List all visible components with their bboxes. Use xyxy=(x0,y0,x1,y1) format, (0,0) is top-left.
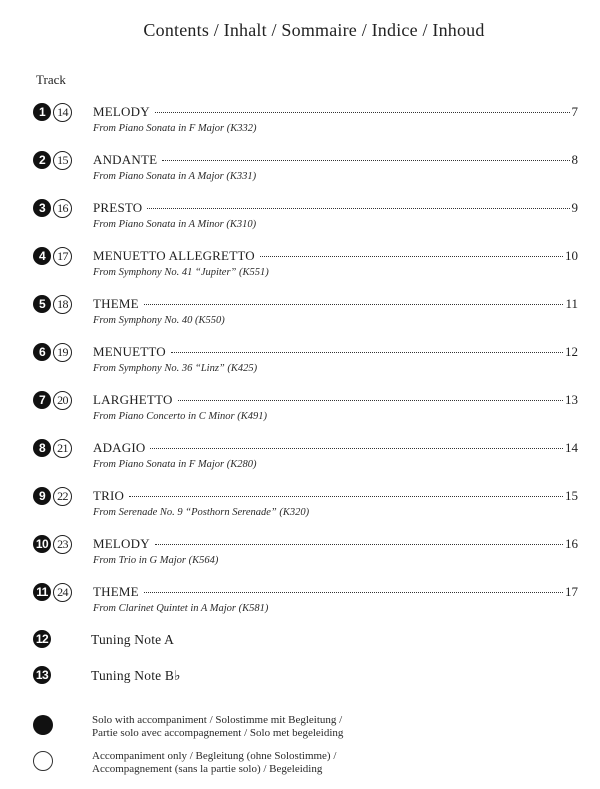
solo-track-badge: 8 xyxy=(33,439,51,457)
accompaniment-track-badge: 14 xyxy=(53,103,72,122)
accompaniment-track-badge: 20 xyxy=(53,391,72,410)
entry-title-line xyxy=(93,248,578,264)
piece-source: From Symphony No. 41 “Jupiter” (K551) xyxy=(93,267,269,278)
tuning-track-badge: 13 xyxy=(33,666,51,684)
piece-title: MENUETTO xyxy=(93,344,166,359)
solo-track-badge: 4 xyxy=(33,247,51,265)
entry-title-line xyxy=(93,488,578,504)
dot-leader xyxy=(147,208,569,209)
contents-entry xyxy=(0,535,600,583)
tuning-entry xyxy=(0,630,600,654)
legend-line: Accompaniment only / Begleitung (ohne Solostimme) / xyxy=(92,750,337,762)
page-number: 12 xyxy=(565,344,578,359)
accompaniment-track-badge: 24 xyxy=(53,583,72,602)
tuning-entry xyxy=(0,666,600,690)
dot-leader xyxy=(155,112,570,113)
solo-track-badge: 2 xyxy=(33,151,51,169)
piece-source: From Piano Sonata in A Major (K331) xyxy=(93,171,257,182)
hollow-circle-icon xyxy=(33,751,53,771)
piece-title: MENUETTO ALLEGRETTO xyxy=(93,248,255,263)
contents-entry xyxy=(0,439,600,487)
piece-source: From Piano Concerto in C Minor (K491) xyxy=(93,411,268,422)
filled-circle-icon xyxy=(33,715,53,735)
dot-leader xyxy=(150,448,563,449)
legend-solo-text xyxy=(92,714,412,740)
page-number: 16 xyxy=(565,536,578,551)
page-number: 11 xyxy=(565,296,578,311)
contents-entry xyxy=(0,151,600,199)
contents-entry xyxy=(0,199,600,247)
piece-source: From Clarinet Quintet in A Major (K581) xyxy=(93,603,269,614)
tuning-track-badge: 12 xyxy=(33,630,51,648)
dot-leader xyxy=(260,256,563,257)
accompaniment-track-badge: 23 xyxy=(53,535,72,554)
page-number: 13 xyxy=(565,392,578,407)
track-column-heading: Track xyxy=(36,72,66,87)
solo-track-badge: 5 xyxy=(33,295,51,313)
contents-entry xyxy=(0,391,600,439)
dot-leader xyxy=(171,352,563,353)
entry-title-line xyxy=(93,152,578,168)
piece-title: THEME xyxy=(93,296,139,311)
solo-track-badge: 1 xyxy=(33,103,51,121)
dot-leader xyxy=(178,400,563,401)
contents-entry xyxy=(0,487,600,535)
piece-source: From Piano Sonata in F Major (K332) xyxy=(93,123,257,134)
dot-leader xyxy=(144,304,564,305)
contents-list xyxy=(0,103,600,625)
contents-entry xyxy=(0,343,600,391)
contents-entry xyxy=(0,103,600,151)
accompaniment-track-badge: 17 xyxy=(53,247,72,266)
accompaniment-track-badge: 18 xyxy=(53,295,72,314)
piece-title: ADAGIO xyxy=(93,440,146,455)
accompaniment-track-badge: 15 xyxy=(53,151,72,170)
piece-source: From Serenade No. 9 “Posthorn Serenade” (K320) xyxy=(93,507,310,518)
contents-entry xyxy=(0,583,600,625)
entry-title-line xyxy=(93,104,578,120)
piece-title: PRESTO xyxy=(93,200,143,215)
piece-title: LARGHETTO xyxy=(93,392,173,407)
solo-track-badge: 7 xyxy=(33,391,51,409)
entry-title-line xyxy=(93,344,578,360)
page-number: 17 xyxy=(565,584,578,599)
entry-title-line xyxy=(93,440,578,456)
page-number: 14 xyxy=(565,440,578,455)
piece-title: MELODY xyxy=(93,536,150,551)
entry-title-line xyxy=(93,536,578,552)
dot-leader xyxy=(129,496,563,497)
solo-track-badge: 11 xyxy=(33,583,51,601)
contents-entry xyxy=(0,247,600,295)
solo-track-badge: 9 xyxy=(33,487,51,505)
legend-accompaniment-text xyxy=(92,750,412,776)
dot-leader xyxy=(144,592,563,593)
accompaniment-track-badge: 22 xyxy=(53,487,72,506)
entry-title-line xyxy=(93,200,578,216)
solo-track-badge: 6 xyxy=(33,343,51,361)
entry-title-line xyxy=(93,296,578,312)
tuning-label: Tuning Note B♭ xyxy=(91,668,181,683)
accompaniment-track-badge: 16 xyxy=(53,199,72,218)
page-title: Contents / Inhalt / Sommaire / Indice / Inhoud xyxy=(143,20,485,40)
solo-track-badge: 3 xyxy=(33,199,51,217)
legend-line: Accompagnement (sans la partie solo) / Begeleiding xyxy=(92,763,323,775)
dot-leader xyxy=(155,544,563,545)
entry-title-line xyxy=(93,584,578,600)
page-number: 10 xyxy=(565,248,578,263)
legend-line: Solo with accompaniment / Solostimme mit Begleitung / xyxy=(92,714,343,726)
piece-title: THEME xyxy=(93,584,139,599)
solo-track-badge: 10 xyxy=(33,535,51,553)
entry-title-line xyxy=(93,392,578,408)
piece-title: MELODY xyxy=(93,104,150,119)
accompaniment-track-badge: 21 xyxy=(53,439,72,458)
page-number: 15 xyxy=(565,488,578,503)
dot-leader xyxy=(162,160,569,161)
legend-line: Partie solo avec accompagnement / Solo met begeleiding xyxy=(92,727,344,739)
accompaniment-track-badge: 19 xyxy=(53,343,72,362)
piece-source: From Piano Sonata in F Major (K280) xyxy=(93,459,257,470)
page-number: 9 xyxy=(571,200,578,215)
contents-entry xyxy=(0,295,600,343)
page-number: 7 xyxy=(571,104,578,119)
piece-title: TRIO xyxy=(93,488,125,503)
piece-source: From Trio in G Major (K564) xyxy=(93,555,219,566)
piece-source: From Piano Sonata in A Minor (K310) xyxy=(93,219,257,230)
piece-source: From Symphony No. 40 (K550) xyxy=(93,315,225,326)
page-number: 8 xyxy=(571,152,578,167)
tuning-label: Tuning Note A xyxy=(91,632,175,647)
piece-title: ANDANTE xyxy=(93,152,158,167)
piece-source: From Symphony No. 36 “Linz” (K425) xyxy=(93,363,258,374)
